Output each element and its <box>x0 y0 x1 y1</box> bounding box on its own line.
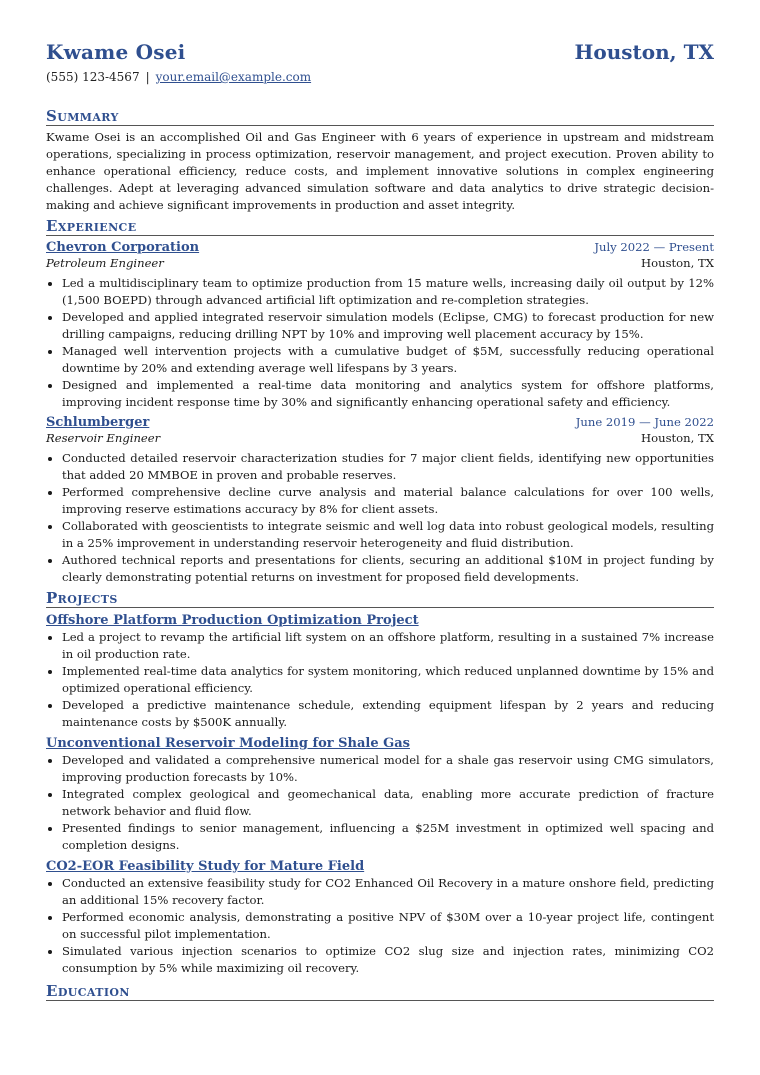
job-location: Houston, TX <box>641 431 714 445</box>
bullet-item: • Developed a predictive maintenance schedule, extending equipment lifespan by 2 years and reducing maintenance costs by $500K annually. <box>62 697 714 731</box>
job-entry <box>46 240 714 411</box>
project-title-link[interactable]: Unconventional Reservoir Modeling for Shale Gas <box>46 736 410 751</box>
bullet-item: • Managed well intervention projects with a cumulative budget of $5M, successfully reducing operational downtime by 20% and extending average well lifespans by 3 years. <box>62 343 714 377</box>
project-bullets <box>46 752 714 854</box>
job-bullets <box>46 450 714 586</box>
project-title-link[interactable]: Offshore Platform Production Optimization Project <box>46 613 419 628</box>
phone-number: (555) 123-4567 <box>46 70 140 84</box>
contact-line <box>46 70 311 84</box>
bullet-item: • Performed economic analysis, demonstrating a positive NPV of $30M over a 10-year project life, contingent on successful pilot implementation. <box>62 909 714 943</box>
candidate-name: Kwame Osei <box>46 40 186 64</box>
summary-heading: Summary <box>46 108 714 126</box>
company-name-link[interactable]: Chevron Corporation <box>46 240 200 255</box>
experience-heading: Experience <box>46 218 714 236</box>
projects-section <box>46 590 714 977</box>
candidate-location: Houston, TX <box>574 40 714 64</box>
bullet-item: • Conducted an extensive feasibility study for CO2 Enhanced Oil Recovery in a mature onshore field, predicting an additional 15% recovery factor. <box>62 875 714 909</box>
project-bullets <box>46 875 714 977</box>
summary-section <box>46 108 714 214</box>
job-dates: June 2019 — June 2022 <box>575 415 714 429</box>
email-link[interactable]: your.email@example.com <box>155 70 312 84</box>
bullet-item: • Led a project to revamp the artificial lift system on an offshore platform, resulting in a sustained 7% increase in oil production rate. <box>62 629 714 663</box>
bullet-item: • Conducted detailed reservoir characterization studies for 7 major client fields, identifying new opportunities that added 20 MMBOE in proven and probable reserves. <box>62 450 714 484</box>
bullet-item: • Designed and implemented a real-time data monitoring and analytics system for offshore platforms, improving incident response time by 30% and significantly enhancing operational safety and efficiency. <box>62 377 714 411</box>
bullet-item: • Authored technical reports and presentations for clients, securing an additional $10M in project funding by clearly demonstrating potential returns on investment for proposed field developments. <box>62 552 714 586</box>
job-entry <box>46 415 714 586</box>
bullet-item: • Performed comprehensive decline curve analysis and material balance calculations for over 100 wells, improving reserve estimations accuracy by 8% for client assets. <box>62 484 714 518</box>
bullet-item: • Integrated complex geological and geomechanical data, enabling more accurate prediction of fracture network behavior and fluid flow. <box>62 786 714 820</box>
job-location: Houston, TX <box>641 256 714 270</box>
bullet-item: • Led a multidisciplinary team to optimize production from 15 mature wells, increasing daily oil output by 12% (1,500 BOEPD) through advanced artificial lift optimization and re-completion strategies. <box>62 275 714 309</box>
project-entry <box>46 858 714 977</box>
summary-text: Kwame Osei is an accomplished Oil and Gas Engineer with 6 years of experience in upstream and midstream operations, specializing in process optimization, reservoir management, and project execution. Proven ability to enhance operational efficiency, reduce costs, and implement innovative solutions in complex engineering challenges. Adept at leveraging advanced simulation software and data analytics to drive strategic decision-making and achieve significant improvements in production and asset integrity. <box>46 130 714 212</box>
projects-heading: Projects <box>46 590 714 608</box>
resume-header <box>46 0 714 108</box>
project-title-link[interactable]: CO2-EOR Feasibility Study for Mature Field <box>46 859 365 874</box>
bullet-item: • Developed and validated a comprehensive numerical model for a shale gas reservoir using CMG simulators, improving production forecasts by 10%. <box>62 752 714 786</box>
bullet-item: • Collaborated with geoscientists to integrate seismic and well log data into robust geological models, resulting in a 25% improvement in understanding reservoir heterogeneity and fluid distribution. <box>62 518 714 552</box>
job-role: Reservoir Engineer <box>46 431 161 445</box>
bullet-item: • Presented findings to senior management, influencing a $25M investment in optimized well spacing and completion designs. <box>62 820 714 854</box>
bullet-item: • Implemented real-time data analytics for system monitoring, which reduced unplanned downtime by 15% and optimized operational efficiency. <box>62 663 714 697</box>
education-section <box>46 983 714 1001</box>
project-entry <box>46 612 714 731</box>
project-bullets <box>46 629 714 731</box>
bullet-item: • Developed and applied integrated reservoir simulation models (Eclipse, CMG) to forecast production for new drilling campaigns, reducing drilling NPT by 10% and improving well placement accuracy by 15%. <box>62 309 714 343</box>
company-name-link[interactable]: Schlumberger <box>46 415 150 430</box>
education-heading: Education <box>46 983 714 1001</box>
contact-separator: | <box>145 70 150 84</box>
project-entry <box>46 735 714 854</box>
job-dates: July 2022 — Present <box>594 240 714 254</box>
job-role: Petroleum Engineer <box>46 256 164 270</box>
experience-section <box>46 218 714 586</box>
bullet-item: • Simulated various injection scenarios to optimize CO2 slug size and injection rates, minimizing CO2 consumption by 5% while maximizing oil recovery. <box>62 943 714 977</box>
job-bullets <box>46 275 714 411</box>
